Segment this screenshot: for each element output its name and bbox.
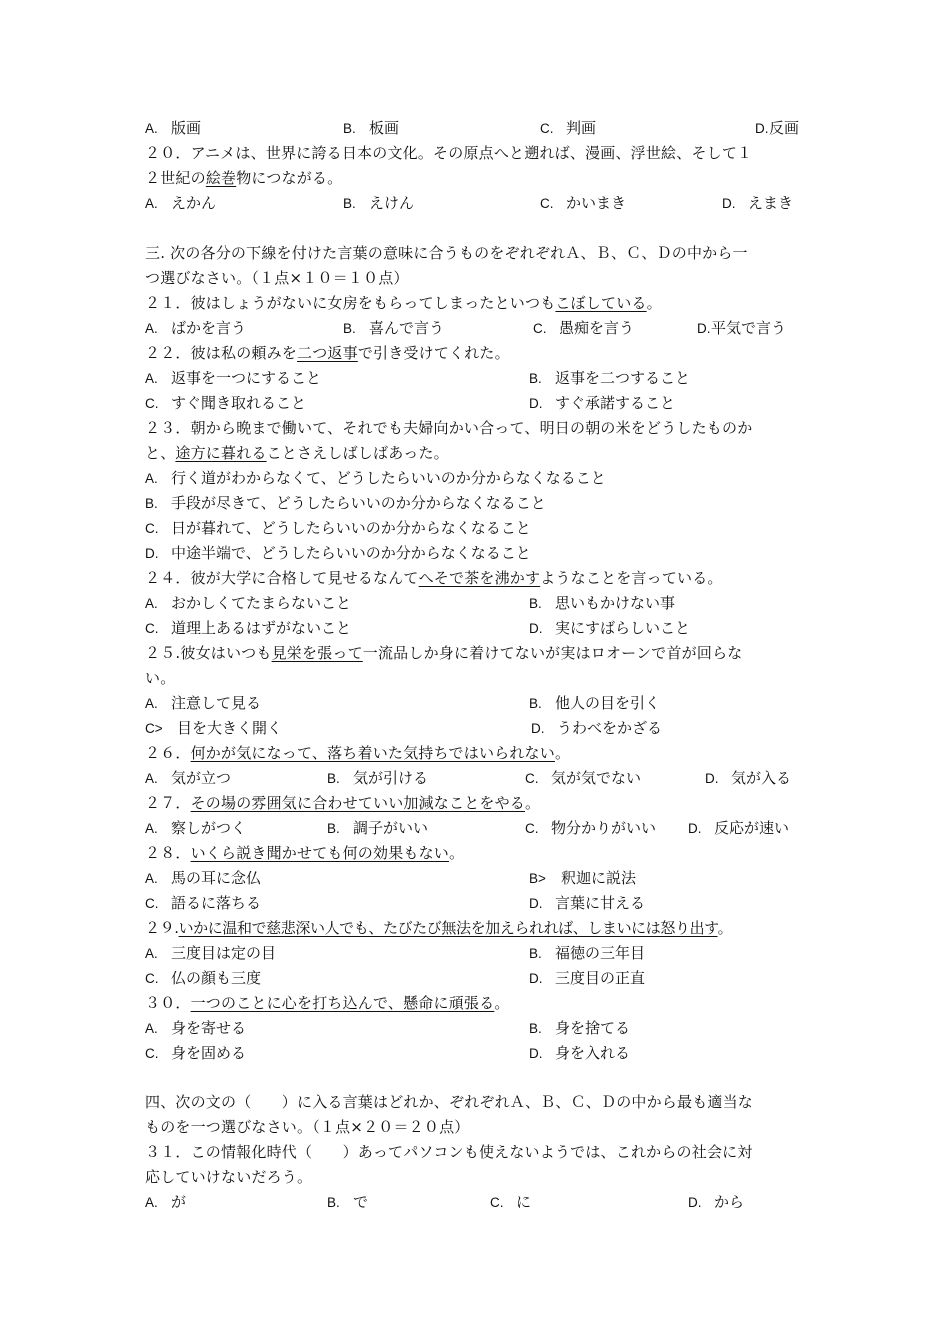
q20-underlined: 絵巻 [205,169,237,187]
q25-question-line1: ２５.彼女はいつも見栄を張って一流品しか身に着けてないが実はロオーンで首が回らな [145,644,743,662]
q31-question-line2: 応していけないだろう。 [145,1168,313,1186]
q25-option-b: B. 他人の目を引く [529,694,661,712]
q25-options-row2 [0,716,950,740]
q29-question: ２９.いかに温和で慈悲深い人でも、たびたび無法を加えられれば、しまいには怒り出す。 [145,919,733,937]
q20-options [0,191,950,215]
q24-option-c: C. 道理上あるはずがないこと [145,619,352,637]
q23-option-c: C. 日が暮れて、どうしたらいいのか分からなくなること [145,519,531,537]
q28-option-d: D. 言葉に甘える [529,894,646,912]
q28-option-a: A. 馬の耳に念仏 [145,869,262,887]
q22-option-c: C. すぐ聞き取れること [145,394,307,412]
q21-option-a: A. ばかを言う [145,319,247,337]
q21-underlined: こぼしている [555,294,647,312]
q27-option-a: A. 察しがつく [145,819,247,837]
q30-option-b: B. 身を捨てる [529,1019,631,1037]
q24-question: ２４．彼が大学に合格して見せるなんてへそで茶を沸かすようなことを言っている。 [145,569,723,587]
q22-options-row1 [0,366,950,390]
q26-question: ２６．何かが気になって、落ち着いた気持ちではいられない。 [145,744,571,762]
q21-option-b: B. 喜んで言う [343,319,445,337]
q29-options-row1 [0,941,950,965]
q26-option-a: A. 気が立つ [145,769,232,787]
q19-options [0,116,950,140]
q29-option-b: B. 福徳の三年目 [529,944,646,962]
q22-underlined: 二つ返事 [297,344,358,362]
q30-question: ３０．一つのことに心を打ち込んで、懸命に頑張る。 [145,994,510,1012]
section4-instruction-line1: 四、次の文の（ ）に入る言葉はどれか、ぞれぞれＡ、Ｂ、Ｃ、Ｄの中から最も適当な [145,1093,754,1111]
q24-option-d: D. 実にすばらしいこと [529,619,691,637]
q22-options-row2 [0,391,950,415]
q19-option-b: B. 板画 [343,119,400,137]
q20-option-d: D. えまき [722,194,794,212]
q23-option-d: D. 中途半端で、どうしたらいいのか分からなくなること [145,544,531,562]
q29-option-c: C. 仏の顔も三度 [145,969,262,987]
q21-question: ２１．彼はしょうがないに女房をもらってしまったといつもこぼしている。 [145,294,662,312]
q28-options-row2 [0,891,950,915]
q23-option-a: A. 行く道がわからなくて、どうしたらいいのか分からなくなること [145,469,606,487]
q20-question-line1: ２０．アニメは、世界に誇る日本の文化。その原点へと遡れば、漫画、浮世絵、そして１ [145,144,753,162]
q24-options-row1 [0,591,950,615]
q28-option-b: B> 釈迦に説法 [529,869,637,887]
q25-question-line2: い。 [145,669,176,687]
q26-option-c: C. 気が気でない [525,769,642,787]
section4-instruction-line2: ものを一つ選びなさい。（１点×２０＝２０点） [145,1118,470,1136]
q31-option-a: A. が [145,1193,187,1211]
q30-underlined: 一つのことに心を打ち込んで、懸命に頑張る [190,994,495,1012]
q29-option-d: D. 三度目の正直 [529,969,646,987]
q23-question-line1: ２３．朝から晩まで働いて、それでも夫婦向かい合って、明日の朝の米をどうしたものか [145,419,753,437]
q30-options-row1 [0,1016,950,1040]
q23-underlined: 途方に暮れる [175,444,267,462]
q20-question-line2: ２世紀の絵巻物につながる。 [145,169,343,187]
q25-options-row1 [0,691,950,715]
q29-options-row2 [0,966,950,990]
section3-instruction-line2: つ選びなさい。（１点×１０＝１０点） [145,269,409,287]
q21-options [0,316,950,340]
q29-option-a: A. 三度目は定の目 [145,944,277,962]
q28-options-row1 [0,866,950,890]
q30-option-a: A. 身を寄せる [145,1019,247,1037]
q28-option-c: C. 語るに落ちる [145,894,262,912]
q21-option-d: D.平気で言う [697,319,787,337]
q26-option-d: D. 気が入る [705,769,792,787]
q20-option-b: B. えけん [343,194,415,212]
q28-question: ２８．いくら説き聞かせても何の効果もない。 [145,844,465,862]
section3-instruction-line1: 三. 次の各分の下線を付けた言葉の意味に合うものをぞれぞれＡ、Ｂ、Ｃ、Ｄの中から一 [145,244,748,262]
q25-underlined: 見栄を張って [271,644,363,662]
q24-underlined: へそで茶を沸かす [418,569,541,587]
q27-question: ２７．その場の雰囲気に合わせていい加減なことをやる。 [145,794,541,812]
q30-option-d: D. 身を入れる [529,1044,631,1062]
q27-option-d: D. 反応が速い [688,819,790,837]
q22-question: ２２．彼は私の頼みを二つ返事で引き受けてくれた。 [145,344,510,362]
q19-option-a: A. 版画 [145,119,202,137]
q19-option-d: D.反画 [755,119,800,137]
q24-options-row2 [0,616,950,640]
q27-underlined: その場の雰囲気に合わせていい加減なことをやる [190,794,526,812]
q24-option-a: A. おかしくてたまらないこと [145,594,352,612]
q25-option-d: D. うわべをかざる [531,719,663,737]
q22-option-b: B. 返事を二つすること [529,369,691,387]
q31-question-line1: ３１．この情報化時代（ ）あってパソコンも使えないようでは、これからの社会に対 [145,1143,753,1161]
q26-options [0,766,950,790]
q23-question-line2: と、途方に暮れることさえしばしばあった。 [145,444,449,462]
q31-option-b: B. で [327,1193,369,1211]
q20-option-c: C. かいまき [540,194,627,212]
q21-option-c: C. 愚痴を言う [533,319,635,337]
q23-option-b: B. 手段が尽きて、どうしたらいいのか分からなくなること [145,494,546,512]
q24-option-b: B. 思いもかけない事 [529,594,676,612]
q26-option-b: B. 気が引ける [327,769,429,787]
q30-options-row2 [0,1041,950,1065]
q25-option-a: A. 注意して見る [145,694,262,712]
q22-option-a: A. 返事を一つにすること [145,369,322,387]
q26-underlined: 何かが気になって、落ち着いた気持ちではいられない [190,744,555,762]
q28-underlined: いくら説き聞かせても何の効果もない [190,844,450,862]
q25-option-c: C> 目を大きく開く [145,719,283,737]
q27-option-b: B. 調子がいい [327,819,429,837]
q31-option-c: C. に [490,1193,532,1211]
q19-option-c: C. 判画 [540,119,597,137]
q22-option-d: D. すぐ承諾すること [529,394,676,412]
q31-option-d: D. から [688,1193,745,1211]
q31-options [0,1190,950,1214]
q30-option-c: C. 身を固める [145,1044,247,1062]
q27-options [0,816,950,840]
q29-underlined: いかに温和で慈悲深い人でも、たびたび無法を加えられれば、しまいには怒り出す [178,919,718,937]
q27-option-c: C. 物分かりがいい [525,819,657,837]
q20-option-a: A. えかん [145,194,217,212]
